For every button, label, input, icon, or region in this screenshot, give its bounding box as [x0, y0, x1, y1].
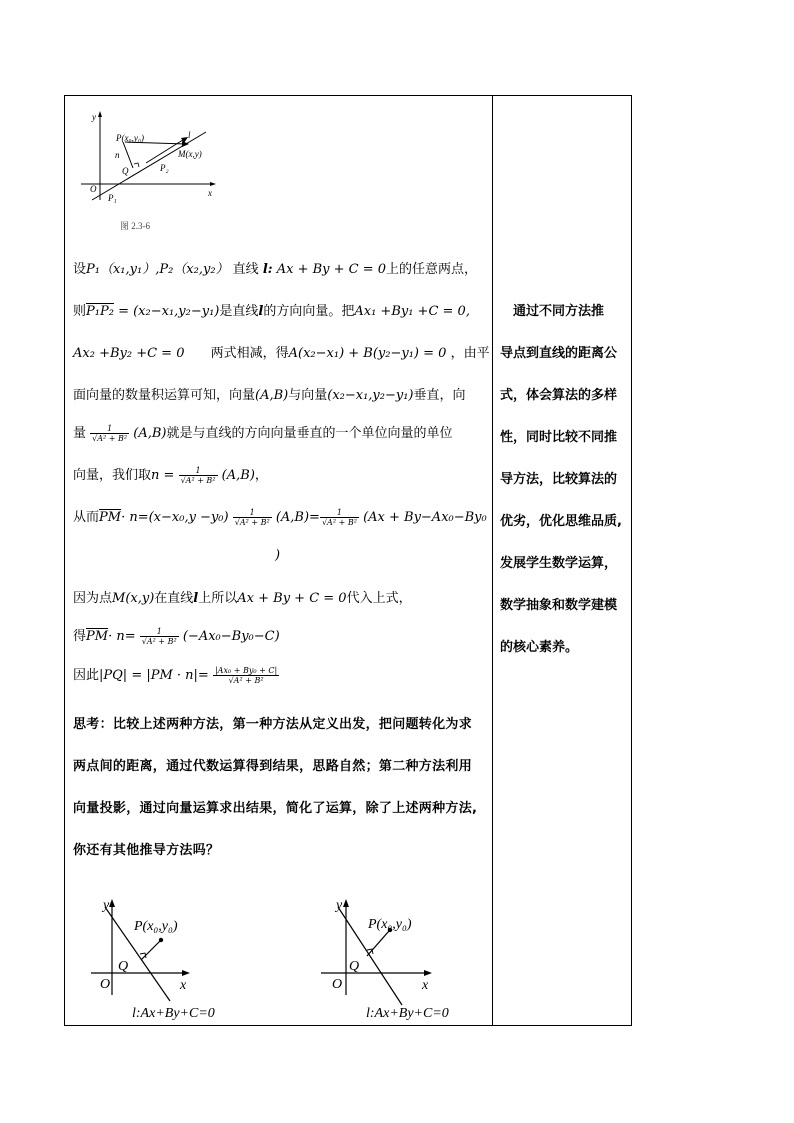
think-line-4: 你还有其他推导方法吗？ [73, 843, 220, 858]
line-4 [73, 384, 466, 403]
line-equation-label: l:Ax+By+C=0 [366, 1006, 449, 1021]
point-p1-label: P₁ [108, 193, 117, 203]
math: (A,B) [255, 388, 289, 403]
text: 向量，我们取 [73, 468, 152, 483]
text: 在直线 [154, 591, 194, 606]
text: 就是与直线的方向向量垂直的一个单位向量的单位 [166, 426, 453, 441]
text: 上的任意两点， [386, 262, 478, 277]
fraction: $\frac{1}{\text{√A² + B²}}$ [234, 508, 270, 527]
math: Ax₂ +By₂ +C = 0 [73, 346, 185, 361]
math: |PQ| = |PM · n|= [99, 668, 209, 683]
think-line-2: 两点间的距离，通过代数运算得到结果，思路自然；第二种方法利用 [73, 759, 473, 774]
figure-vector-diagram [78, 108, 228, 233]
line-8 [73, 587, 412, 606]
axis-x-label: x [422, 978, 429, 993]
origin-label: O [90, 184, 97, 194]
vector: $\overline{PM}$ [99, 510, 122, 525]
math: (A,B) [221, 468, 255, 483]
math: Ax₁ +By₁ +C = 0, [354, 304, 470, 319]
line-l-label: l [188, 130, 191, 140]
text: 是直线 [219, 304, 259, 319]
line-9 [73, 625, 280, 646]
text: 的方向向量。把 [263, 304, 355, 319]
line-7-close [275, 548, 280, 563]
math: (−Ax₀−By₀−C) [182, 629, 280, 644]
origin-label: O [332, 977, 343, 992]
text: ， [254, 468, 268, 483]
axis-y-label: y [336, 898, 343, 913]
vector: $\overline{PM}$ [86, 629, 109, 644]
point-p-label: P(x₀,y₀) [368, 917, 412, 932]
axis-y-label: y [103, 898, 110, 913]
think-line-1: 思考：比较上述两种方法，第一种方法从定义出发，把问题转化为求 [73, 717, 473, 732]
point-q-label: Q [349, 959, 360, 974]
math: l: [262, 262, 273, 277]
text: 直线 [232, 262, 259, 277]
text: 两式相减，得 [210, 346, 289, 361]
math: l [193, 591, 199, 606]
point-p2-label: P₂ [160, 163, 169, 173]
fraction: $\frac{1}{\text{√A² + B²}}$ [321, 508, 357, 527]
line-2 [73, 300, 470, 319]
axis-x-label: x [180, 978, 187, 993]
text: 得 [73, 629, 87, 644]
column-divider [492, 95, 493, 1026]
right-line-7: 发展学生数学运算， [500, 556, 618, 571]
vector: P₁P₂ [86, 304, 114, 319]
right-line-4: 性，同时比较不同推 [500, 430, 618, 445]
right-line-2: 导点到直线的距离公 [500, 346, 618, 361]
math: P₁（x₁,y₁）,P₂（x₂,y₂） [86, 262, 229, 277]
figure-right [318, 893, 468, 1023]
line-1 [73, 258, 477, 277]
math: Ax + By + C = 0 [276, 262, 387, 277]
math: (Ax + By−Ax₀−By₀ [363, 510, 487, 525]
math: n = [151, 468, 175, 483]
point-p-label: P(x₀,y₀) [134, 919, 178, 934]
math: = (x₂−x₁,y₂−y₁) [118, 304, 220, 319]
line-7 [73, 506, 487, 527]
right-line-3: 式，体会算法的多样 [500, 388, 618, 403]
math: ) [275, 548, 281, 563]
math: M(x,y) [112, 591, 155, 606]
text: 设 [73, 262, 87, 277]
text: 上所以 [198, 591, 238, 606]
math: (A,B)= [275, 510, 320, 525]
math: · n= [108, 629, 136, 644]
vector-n-label: n [115, 150, 120, 160]
fraction: $\frac{\text{|Ax₀ + By₀ + C|}}{\text{√A² + B²}}$ [214, 666, 278, 685]
text: 代入上式， [346, 591, 412, 606]
figure-caption: 图 2.3-6 [120, 221, 150, 231]
right-line-6: 优劣，优化思维品质, [500, 514, 622, 529]
text: 垂直，向 [413, 388, 466, 403]
text: ，由平 [450, 346, 490, 361]
math: (A,B) [133, 426, 167, 441]
right-line-8: 数学抽象和数学建模 [500, 598, 618, 613]
math: l [258, 304, 264, 319]
text: 面向量的数量积运算可知，向量 [73, 388, 256, 403]
fraction: $\frac{1}{\text{√A² + B²}}$ [92, 424, 128, 443]
right-line-5: 导方法，比较算法的 [500, 472, 618, 487]
axis-y-label: y [92, 112, 96, 122]
axis-x-label: x [208, 188, 212, 198]
fraction: $\frac{1}{\text{√A² + B²}}$ [141, 627, 177, 646]
text: 则 [73, 304, 87, 319]
fraction: $\frac{1}{\text{√A² + B²}}$ [180, 466, 216, 485]
text: 因此 [73, 668, 100, 683]
right-line-1: 通过不同方法推 [500, 304, 605, 319]
math: · n=(x−x₀,y −y₀) [121, 510, 229, 525]
point-q-label: Q [122, 166, 129, 176]
point-p-label: P(x₀,y₀) [116, 133, 144, 143]
text: 因为点 [73, 591, 113, 606]
right-line-9: 的核心素养。 [500, 640, 579, 655]
line-equation-label: l:Ax+By+C=0 [132, 1006, 215, 1021]
text: 从而 [73, 510, 100, 525]
line-3 [73, 342, 490, 361]
math: (x₂−x₁,y₂−y₁) [327, 388, 414, 403]
line-10 [73, 664, 279, 685]
math: A(x₂−x₁) + B(y₂−y₁) = 0 [288, 346, 447, 361]
figure-left [88, 893, 233, 1023]
point-q-label: Q [118, 959, 129, 974]
line-5 [73, 422, 453, 443]
think-line-3: 向量投影，通过向量运算求出结果，简化了运算，除了上述两种方法, [73, 801, 478, 816]
text: 量 [73, 426, 87, 441]
line-6 [73, 464, 268, 485]
origin-label: O [100, 977, 111, 992]
text: 与向量 [288, 388, 328, 403]
point-m-label: M(x,y) [178, 149, 202, 159]
math: Ax + By + C = 0 [237, 591, 347, 606]
